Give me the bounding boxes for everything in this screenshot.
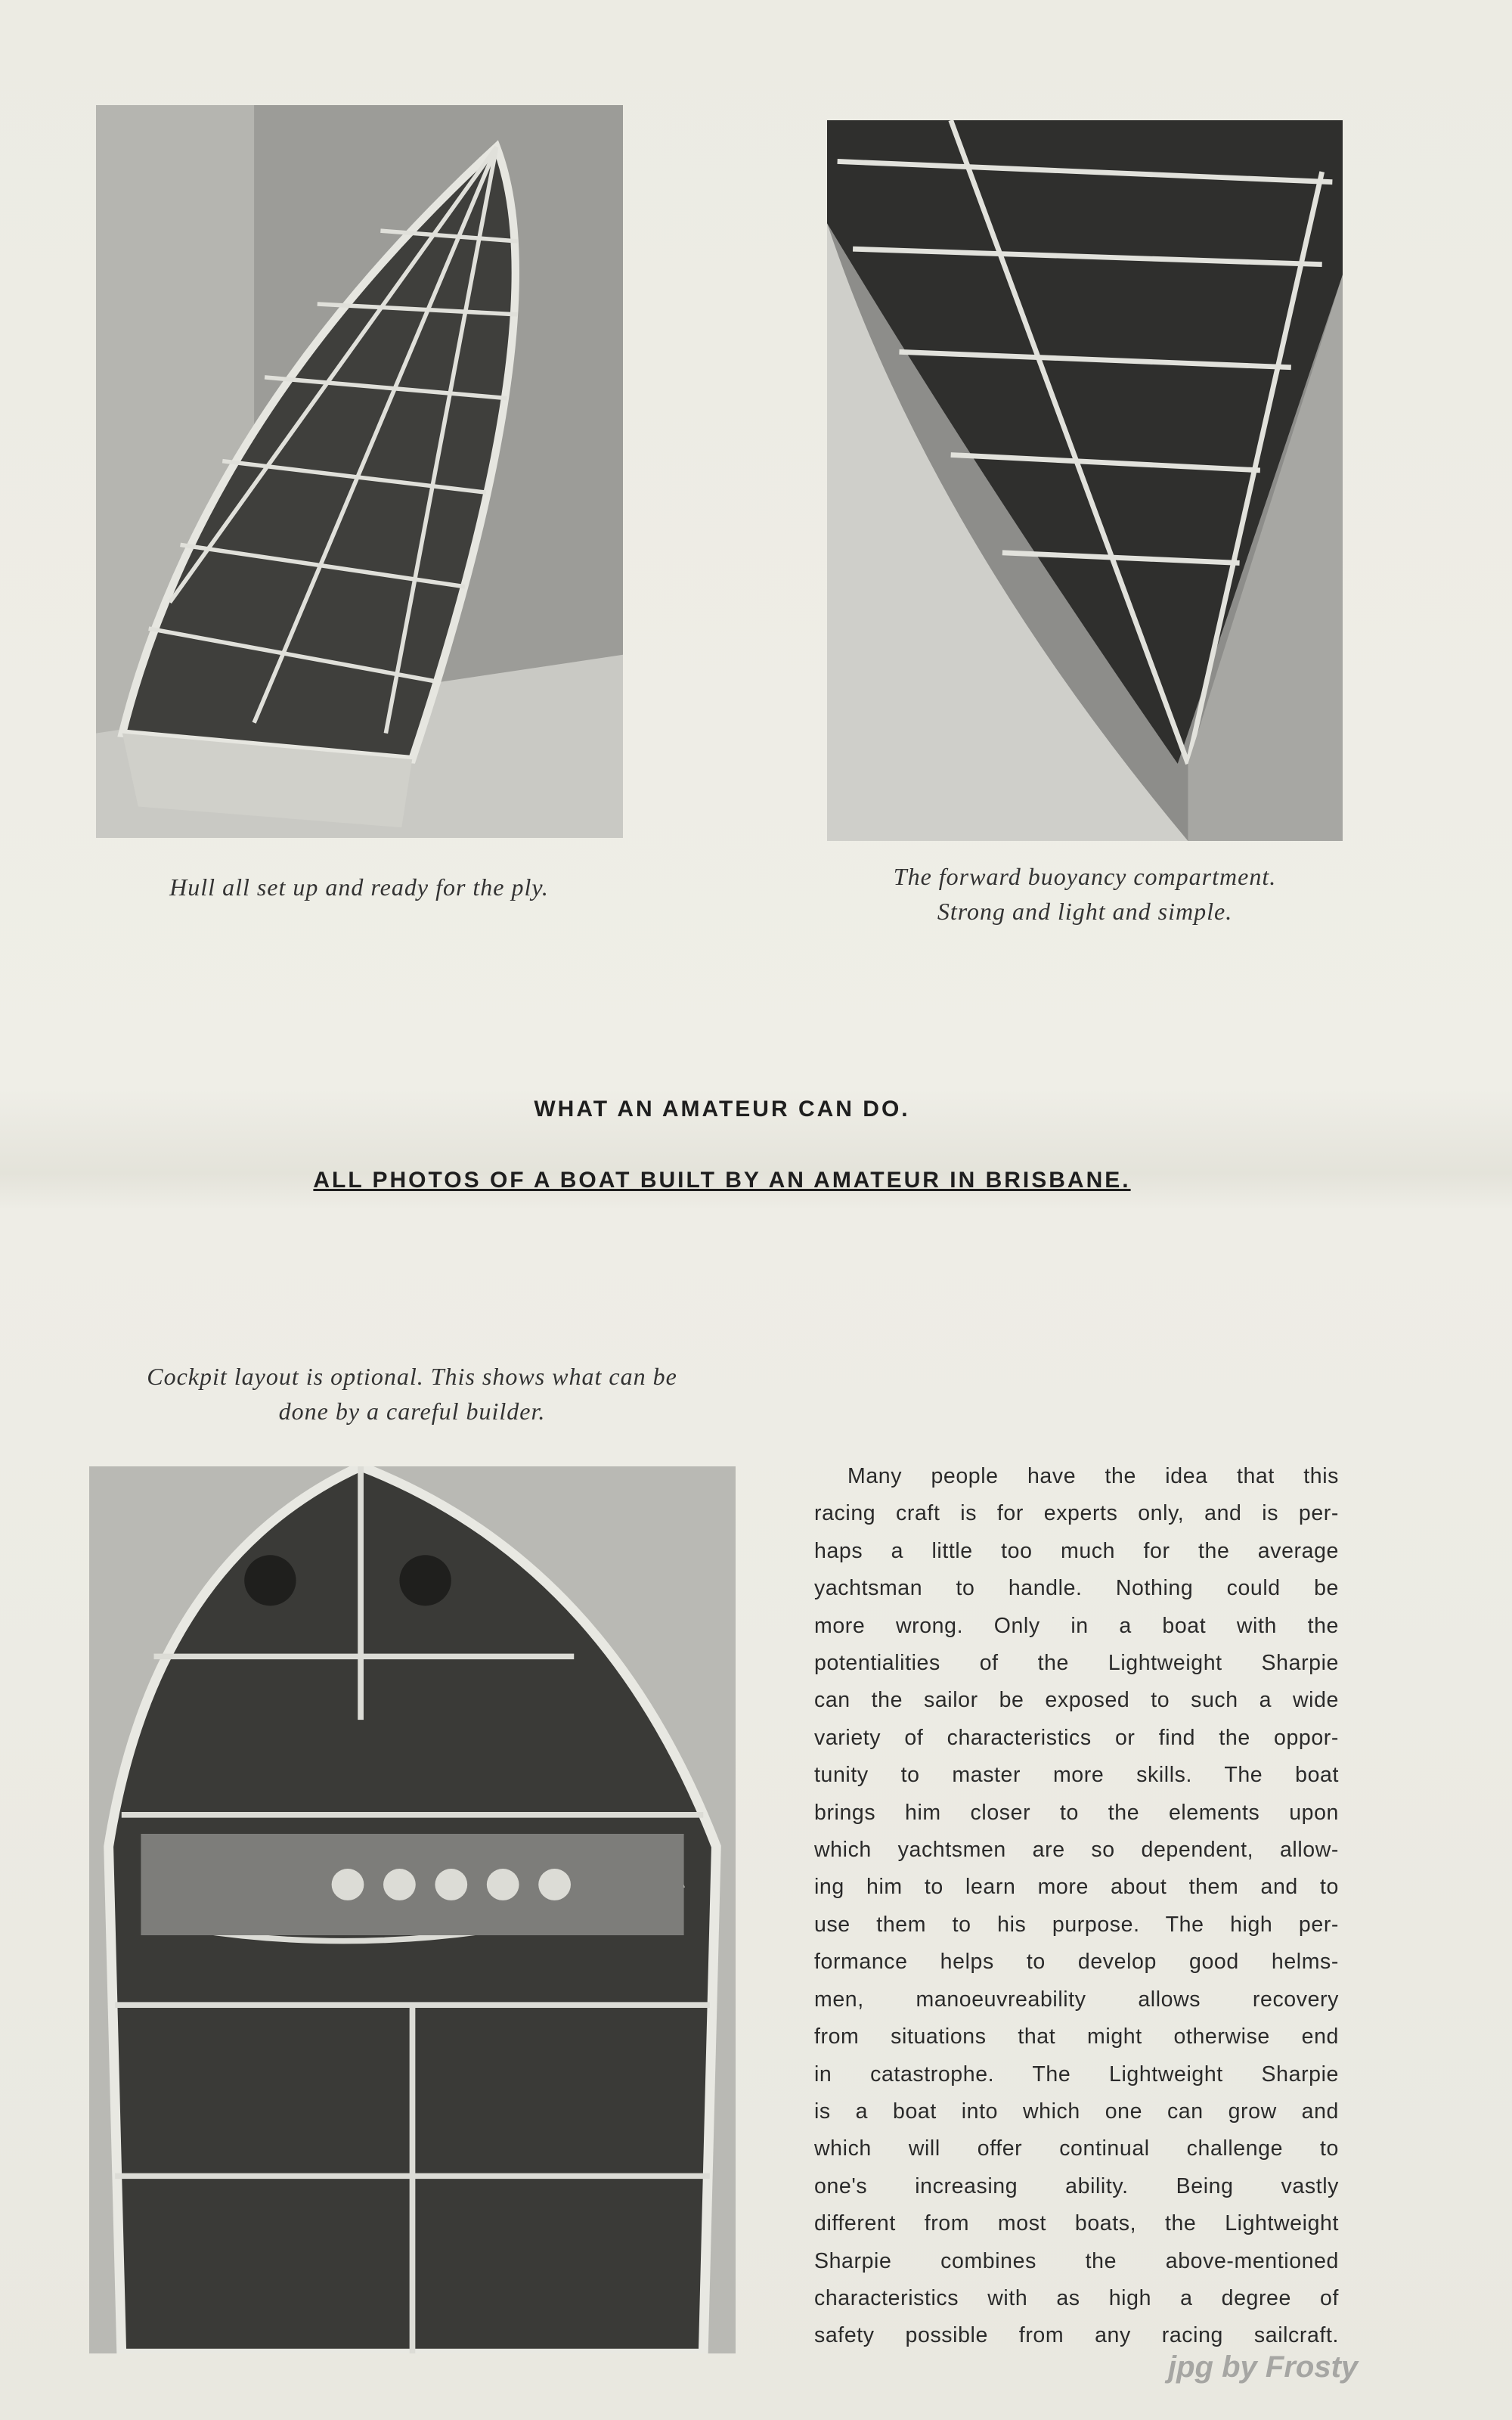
body-line: haps a little too much for the average — [814, 1538, 1339, 1563]
photo-cockpit-layout — [89, 1466, 736, 2353]
buoyancy-compartment-illustration — [827, 120, 1343, 841]
body-line: tunity to master more skills. The boat — [814, 1763, 1339, 1788]
hull-frame-illustration — [96, 105, 623, 838]
body-line: yachtsman to handle. Nothing could be — [814, 1576, 1339, 1601]
body-line: in catastrophe. The Lightweight Sharpie — [814, 2062, 1339, 2086]
photo-forward-compartment — [827, 120, 1343, 841]
body-line: different from most boats, the Lightweight — [814, 2211, 1339, 2236]
body-line: more wrong. Only in a boat with the — [814, 1613, 1339, 1638]
caption-line: The forward buoyancy compartment. — [893, 863, 1277, 890]
caption-line: Hull all set up and ready for the ply. — [169, 873, 549, 901]
body-line: from situations that might otherwise end — [814, 2024, 1339, 2049]
heading-amateur: WHAT AN AMATEUR CAN DO. — [534, 1097, 910, 1122]
body-line: characteristics with as high a degree of — [814, 2285, 1339, 2310]
body-line: which yachtsmen are so dependent, allow- — [814, 1838, 1339, 1863]
caption-cockpit-layout — [76, 1359, 748, 1429]
body-line: ing him to learn more about them and to — [814, 1875, 1339, 1900]
caption-line: Strong and light and simple. — [937, 898, 1233, 925]
body-line: variety of characteristics or find the oppor- — [814, 1725, 1339, 1750]
body-text — [814, 1458, 1339, 2355]
body-line: potentialities of the Lightweight Sharpie — [814, 1651, 1339, 1676]
caption-line: done by a careful builder. — [278, 1398, 546, 1425]
body-line: men, manoeuvreability allows recovery — [814, 1987, 1339, 2012]
body-line: racing craft is for experts only, and is per- — [814, 1501, 1339, 1526]
photo-hull-setup — [96, 105, 623, 838]
caption-line: Cockpit layout is optional. This shows what can be — [147, 1363, 677, 1390]
cockpit-illustration — [89, 1466, 736, 2353]
body-line: can the sailor be exposed to such a wide — [814, 1688, 1339, 1713]
watermark: jpg by Frosty — [1168, 2350, 1359, 2384]
caption-hull-setup — [91, 870, 627, 904]
caption-forward-compartment — [816, 859, 1353, 929]
body-line: is a boat into which one can grow and — [814, 2099, 1339, 2124]
body-line: which will offer continual challenge to — [814, 2136, 1339, 2161]
body-line: use them to his purpose. The high per- — [814, 1912, 1339, 1937]
body-line: Many people have the idea that this — [847, 1464, 1339, 1488]
body-line: brings him closer to the elements upon — [814, 1800, 1339, 1825]
heading-brisbane: ALL PHOTOS OF A BOAT BUILT BY AN AMATEUR IN BRISBANE. — [313, 1168, 1131, 1193]
body-line: one's increasing ability. Being vastly — [814, 2173, 1339, 2198]
body-line: safety possible from any racing sailcraft. — [814, 2323, 1339, 2348]
body-line: Sharpie combines the above-mentioned — [814, 2248, 1339, 2273]
body-line: formance helps to develop good helms- — [814, 1950, 1339, 1975]
